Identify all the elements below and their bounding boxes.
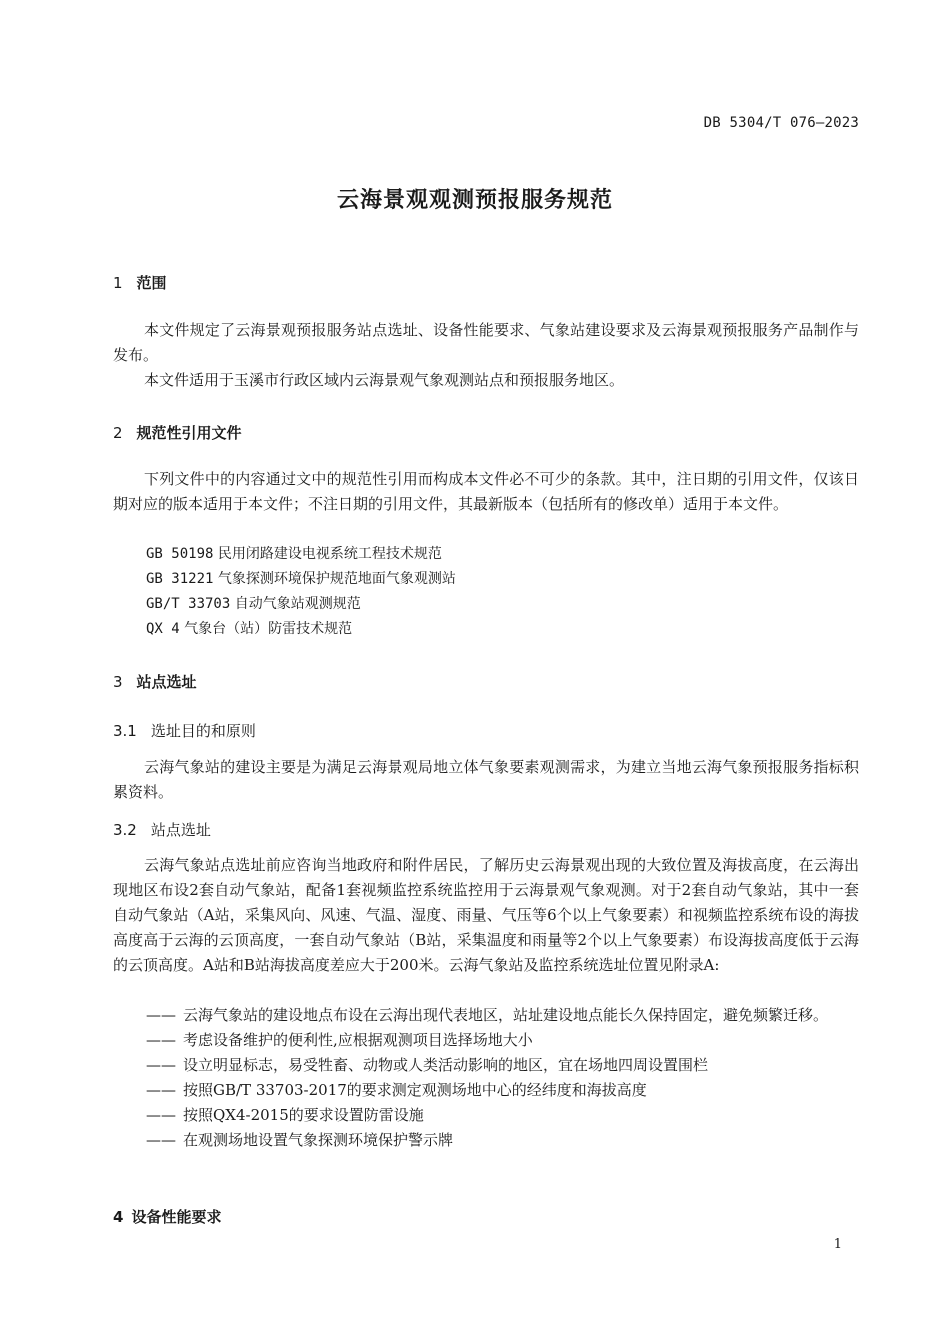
document-title: 云海景观观测预报服务规范	[336, 188, 613, 213]
dash-marker: ——	[146, 1106, 176, 1124]
section-title: 规范性引用文件	[136, 424, 242, 442]
list-item-text: 按照QX4-2015的要求设置防雷设施	[183, 1106, 424, 1124]
reference-title: 自动气象站观测规范	[234, 596, 361, 612]
section-2-intro: 下列文件中的内容通过文中的规范性引用而构成本文件必不可少的条款。其中，注日期的引用文件，仅该日期对应的版本适用于本文件；不注日期的引用文件，其最新版本（包括所有的修改单）适用于本文件。	[113, 470, 859, 513]
section-number: 3	[113, 673, 123, 691]
list-item	[146, 1103, 860, 1128]
list-item-text: 云海气象站的建设地点布设在云海出现代表地区，站址建设地点能长久保持固定，避免频繁迁移。	[183, 1006, 829, 1024]
subsection-number: 3.1	[113, 722, 137, 740]
requirement-list	[146, 1003, 860, 1153]
subsection-title: 选址目的和原则	[150, 722, 256, 740]
subsection-3-1-text: 云海气象站的建设主要是为满足云海景观局地立体气象要素观测需求，为建立当地云海气象预报服务指标积累资料。	[113, 758, 859, 801]
section-title: 站点选址	[136, 673, 197, 691]
section-2-heading	[113, 422, 242, 443]
list-item-text: 在观测场地设置气象探测环境保护警示牌	[183, 1131, 454, 1149]
section-title: 范围	[136, 274, 167, 292]
reference-title: 气象探测环境保护规范地面气象观测站	[217, 571, 456, 587]
list-item	[146, 1003, 860, 1028]
section-number: 4	[113, 1208, 124, 1226]
list-item-text: 考虑设备维护的便利性,应根据观测项目选择场地大小	[183, 1031, 533, 1049]
dash-marker: ——	[146, 1056, 176, 1074]
list-item	[146, 1028, 860, 1053]
dash-marker: ——	[146, 1006, 176, 1024]
section-title: 设备性能要求	[131, 1208, 222, 1226]
reference-item	[146, 567, 456, 592]
list-item	[146, 1078, 860, 1103]
section-3-heading	[113, 671, 197, 692]
reference-item	[146, 542, 442, 567]
reference-code: QX 4	[146, 621, 180, 637]
dash-marker: ——	[146, 1131, 176, 1149]
subsection-title: 站点选址	[150, 821, 211, 839]
list-item-text: 设立明显标志，易受牲畜、动物或人类活动影响的地区，宜在场地四周设置围栏	[183, 1056, 709, 1074]
subsection-3-2-heading	[113, 819, 211, 840]
reference-title: 气象台（站）防雷技术规范	[184, 621, 353, 637]
section-number: 1	[113, 274, 123, 292]
reference-code: GB/T 33703	[146, 596, 231, 612]
reference-code: GB 50198	[146, 546, 214, 562]
list-item	[146, 1128, 860, 1153]
section-1-paragraph-2: 本文件适用于玉溪市行政区域内云海景观气象观测站点和预报服务地区。	[144, 371, 625, 389]
reference-title: 民用闭路建设电视系统工程技术规范	[217, 546, 442, 562]
section-4-heading	[113, 1206, 221, 1227]
dash-marker: ——	[146, 1081, 176, 1099]
subsection-number: 3.2	[113, 821, 137, 839]
list-item	[146, 1053, 860, 1078]
section-1-paragraph-1: 本文件规定了云海景观预报服务站点选址、设备性能要求、气象站建设要求及云海景观预报服务产品制作与发布。	[113, 321, 859, 364]
reference-code: GB 31221	[146, 571, 214, 587]
section-number: 2	[113, 424, 123, 442]
document-number: DB 5304/T 076—2023	[703, 115, 859, 131]
reference-item	[146, 617, 352, 642]
dash-marker: ——	[146, 1031, 176, 1049]
subsection-3-1-heading	[113, 720, 256, 741]
page-number: 1	[833, 1237, 842, 1252]
list-item-text: 按照GB/T 33703-2017的要求测定观测场地中心的经纬度和海拔高度	[183, 1081, 647, 1099]
subsection-3-2-text: 云海气象站点选址前应咨询当地政府和附件居民，了解历史云海景观出现的大致位置及海拔高度，在云海出现地区布设2套自动气象站，配备1套视频监控系统监控用于云海景观气象观测。对于2套自动气象站，其中一套自动气象站（A站，采集风向、风速、气温、湿度、雨量、气压等6个以上气象要素）和视频监控系统布设的海拔高度高于云海的云顶高度，一套自动气象站（B站，采集温度和雨量等2个以上气象要素）布设海拔高度低于云海的云顶高度。A站和B站海拔高度差应大于200米。云海气象站及监控系统选址位置见附录A:	[113, 856, 859, 974]
section-1-heading	[113, 272, 167, 293]
reference-item	[146, 592, 361, 617]
